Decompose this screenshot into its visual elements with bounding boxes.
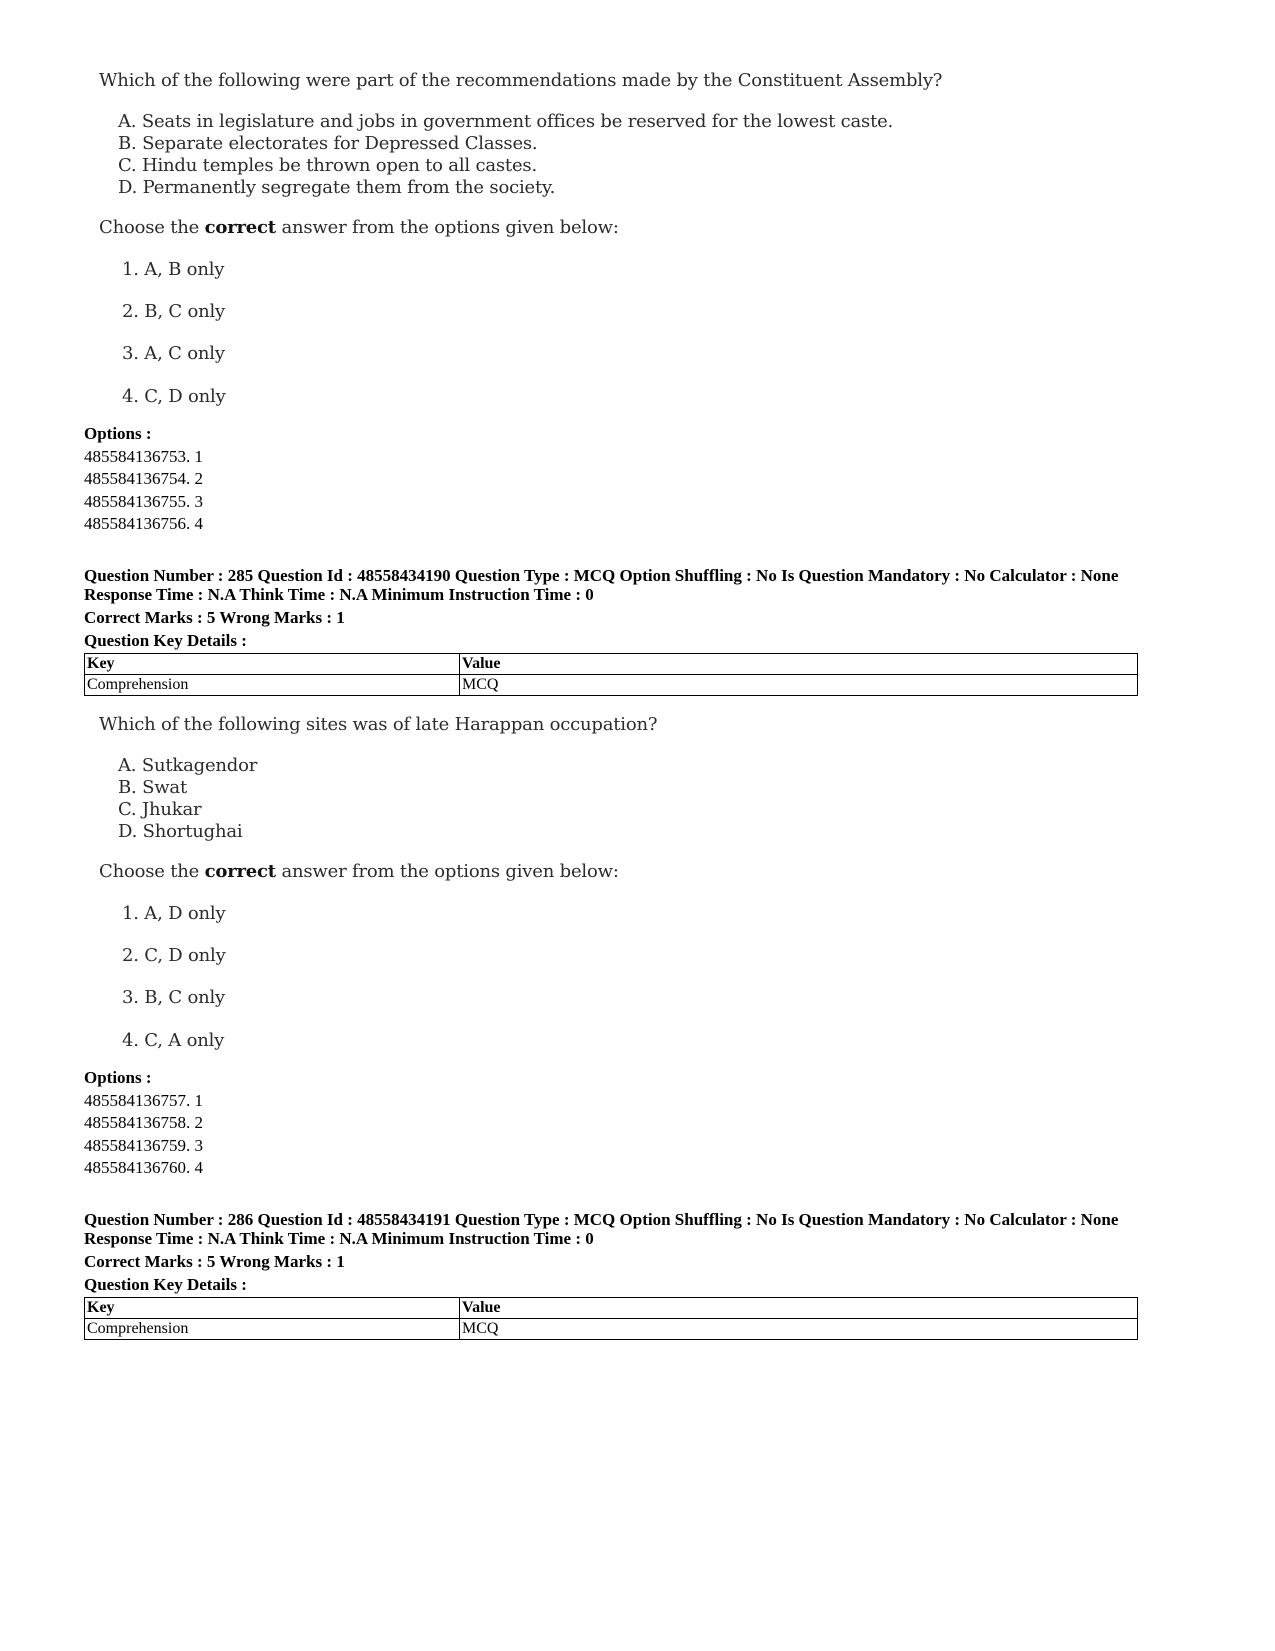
table-header-row [85,654,1138,675]
answer-choice-2: 2. B, C only [122,301,226,322]
option-id-4: 485584136760. 4 [84,1158,203,1177]
answer-choice-1: 1. A, D only [122,903,226,924]
table-header-key: Key [85,654,460,675]
question-key-details-label: Question Key Details : [84,1275,247,1294]
question-stem: Which of the following were part of the recommendations made by the Constituent Assembly? [99,70,943,91]
statement-c: C. Hindu temples be thrown open to all castes. [118,155,537,176]
options-label: Options : [84,1068,152,1087]
question-meta-line2: Response Time : N.A Think Time : N.A Minimum Instruction Time : 0 [84,585,594,604]
table-header-key: Key [85,1298,460,1319]
question-meta-line1: Question Number : 286 Question Id : 48558434191 Question Type : MCQ Option Shuffling : No Is Question Mandatory : No Calculator : None [84,1210,1119,1229]
question-key-details-label: Question Key Details : [84,631,247,650]
table-row [85,1319,1138,1340]
table-cell-key: Comprehension [85,1319,460,1340]
statement-a: A. Sutkagendor [118,755,258,776]
answer-choice-2: 2. C, D only [122,945,226,966]
question-stem: Which of the following sites was of late Harappan occupation? [99,714,658,735]
answer-choice-1: 1. A, B only [122,259,225,280]
table-cell-value: MCQ [460,1319,1138,1340]
answer-choice-4: 4. C, D only [122,386,226,407]
statement-b: B. Swat [118,777,187,798]
question-meta-line1: Question Number : 285 Question Id : 48558434190 Question Type : MCQ Option Shuffling : No Is Question Mandatory : No Calculator : None [84,566,1119,585]
statement-d: D. Permanently segregate them from the society. [118,177,556,198]
option-id-2: 485584136758. 2 [84,1113,203,1132]
options-label: Options : [84,424,152,443]
table-header-value: Value [460,654,1138,675]
option-id-1: 485584136757. 1 [84,1091,203,1110]
choose-instruction: Choose the correct answer from the options given below: [99,217,619,238]
key-details-table [84,653,1138,696]
key-details-table [84,1297,1138,1340]
choose-instruction: Choose the correct answer from the options given below: [99,861,619,882]
answer-choice-3: 3. A, C only [122,343,225,364]
statement-d: D. Shortughai [118,821,243,842]
question-marks: Correct Marks : 5 Wrong Marks : 1 [84,608,345,627]
table-cell-value: MCQ [460,675,1138,696]
table-header-value: Value [460,1298,1138,1319]
question-meta-line2: Response Time : N.A Think Time : N.A Minimum Instruction Time : 0 [84,1229,594,1248]
table-cell-key: Comprehension [85,675,460,696]
table-row [85,675,1138,696]
option-id-3: 485584136759. 3 [84,1136,203,1155]
option-id-2: 485584136754. 2 [84,469,203,488]
table-header-row [85,1298,1138,1319]
statement-b: B. Separate electorates for Depressed Classes. [118,133,538,154]
option-id-1: 485584136753. 1 [84,447,203,466]
answer-choice-4: 4. C, A only [122,1030,225,1051]
answer-choice-3: 3. B, C only [122,987,226,1008]
question-marks: Correct Marks : 5 Wrong Marks : 1 [84,1252,345,1271]
option-id-3: 485584136755. 3 [84,492,203,511]
option-id-4: 485584136756. 4 [84,514,203,533]
statement-c: C. Jhukar [118,799,202,820]
statement-a: A. Seats in legislature and jobs in government offices be reserved for the lowest caste. [118,111,894,132]
